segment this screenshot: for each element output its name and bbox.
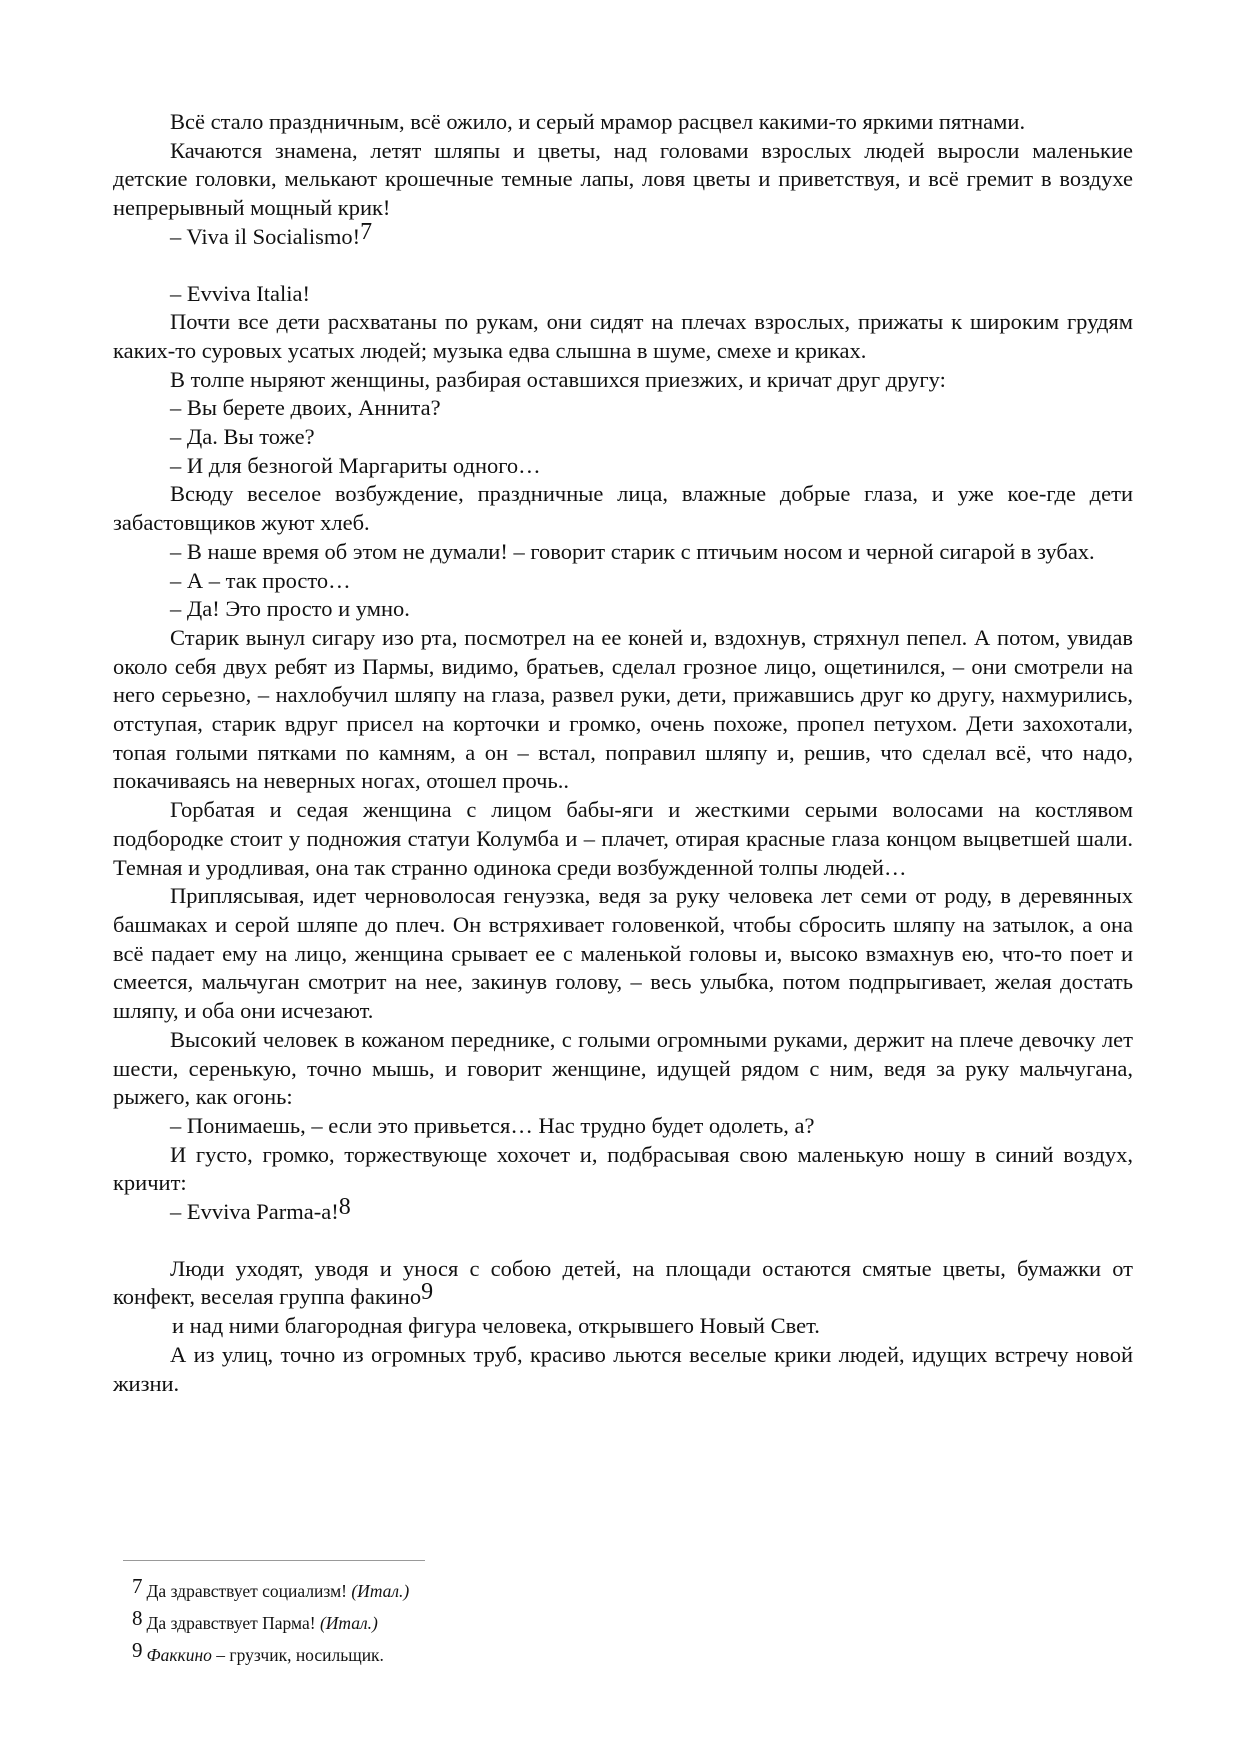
footnote-ref-9[interactable]: 9	[421, 1279, 434, 1306]
paragraph: Люди уходят, уводя и унося с собою детей, на площади остаются смятые цветы, бумажки от конфект, веселая группа факино9	[113, 1255, 1133, 1310]
footnote-9: 9 Факкино – грузчик, носильщик.	[132, 1638, 384, 1665]
paragraph: Почти все дети расхватаны по рукам, они сидят на плечах взрослых, прижаты к широким грудям каких-то суровых усатых людей; музыка едва слышна в шуме, смехе и криках.	[113, 309, 1133, 363]
paragraph: Всё стало праздничным, всё ожило, и серый мрамор расцвел какими-то яркими пятнами.	[170, 109, 1026, 134]
paragraph: – Понимаешь, – если это привьется… Нас трудно будет одолеть, а?	[170, 1112, 815, 1138]
paragraph: – Evviva Italia!	[170, 280, 310, 306]
paragraph: – Evviva Parma-a!8	[170, 1194, 351, 1225]
body-text	[113, 108, 1133, 1398]
paragraph: – Вы берете двоих, Аннита?	[170, 395, 441, 421]
footnote-ref-7[interactable]: 7	[360, 218, 373, 245]
paragraph: – А – так просто…	[170, 567, 351, 593]
paragraph: И густо, громко, торжествующе хохочет и, подбрасывая свою маленькую ношу в синий воздух, кричит:	[113, 1141, 1133, 1196]
paragraph: – Да! Это просто и умно.	[170, 596, 410, 622]
paragraph: Высокий человек в кожаном переднике, с голыми огромными руками, держит на плече девочку лет шести, серенькую, точно мышь, и говорит женщине, идущей рядом с ним, ведя за руку мальчугана, рыжего, как огонь:	[113, 1026, 1133, 1110]
paragraph: Приплясывая, идет черноволосая генуэзка, ведя за руку человека лет семи от роду, в деревянных башмаках и серой шляпе до плеч. Он встряхивает головенкой, чтобы сбросить шляпу на затылок, а она всё падает ему на лицо, женщина срывает ее с маленькой головы и, высоко взмахнув ею, что-то поет и смеется, мальчуган смотрит на нее, закинув голову, – весь улыбка, потом подпрыгивает, желая достать шляпу, и оба они исчезают.	[113, 883, 1133, 1024]
footnote-divider	[123, 1560, 425, 1561]
paragraph: Всюду веселое возбуждение, праздничные лица, влажные добрые глаза, и уже кое-где дети забастовщиков жуют хлеб.	[113, 481, 1133, 536]
footnote-8: 8 Да здравствует Парма! (Итал.)	[132, 1606, 378, 1633]
paragraph: – В наше время об этом не думали! – говорит старик с птичьим носом и черной сигарой в зубах.	[170, 538, 1095, 564]
footnote-ref-8[interactable]: 8	[338, 1194, 351, 1221]
footnotes	[132, 1575, 1032, 1671]
paragraph: – Viva il Socialismo!7	[170, 218, 373, 249]
paragraph: В толпе ныряют женщины, разбирая оставшихся приезжих, и кричат друг другу:	[170, 366, 946, 392]
paragraph: – Да. Вы тоже?	[170, 424, 315, 450]
footnote-7: 7 Да здравствует социализм! (Итал.)	[132, 1574, 410, 1601]
paragraph: – И для безногой Маргариты одного…	[170, 452, 541, 478]
paragraph: А из улиц, точно из огромных труб, красиво льются веселые крики людей, идущих встречу новой жизни.	[113, 1341, 1133, 1396]
paragraph: Качаются знамена, летят шляпы и цветы, над головами взрослых людей выросли маленькие детские головки, мелькают крошечные темные лапы, ловя цветы и приветствуя, и всё гремит в воздухе непрерывный мощный крик!	[113, 137, 1133, 221]
paragraph: и над ними благородная фигура человека, открывшего Новый Свет.	[172, 1313, 820, 1339]
paragraph: Горбатая и седая женщина с лицом бабы-яги и жесткими серыми волосами на костлявом подбородке стоит у подножия статуи Колумба и – плачет, отирая красные глаза концом выцветшей шали. Темная и уродливая, она так странно одинока среди возбужденной толпы людей…	[113, 797, 1133, 880]
paragraph: Старик вынул сигару изо рта, посмотрел на ее коней и, вздохнув, стряхнул пепел. А потом, увидав около себя двух ребят из Пармы, видимо, братьев, сделал грозное лицо, ощетинился, – они смотрели на него серьезно, – нахлобучил шляпу на глаза, развел руки, дети, прижавшись друг ко другу, нахмурились, отступая, старик вдруг присел на корточки и громко, очень похоже, пропел петухом. Дети захохотали, топая голыми пятками по камням, а он – встал, поправил шляпу и, решив, что сделал всё, что надо, покачиваясь на неверных ногах, отошел прочь..	[113, 624, 1133, 794]
